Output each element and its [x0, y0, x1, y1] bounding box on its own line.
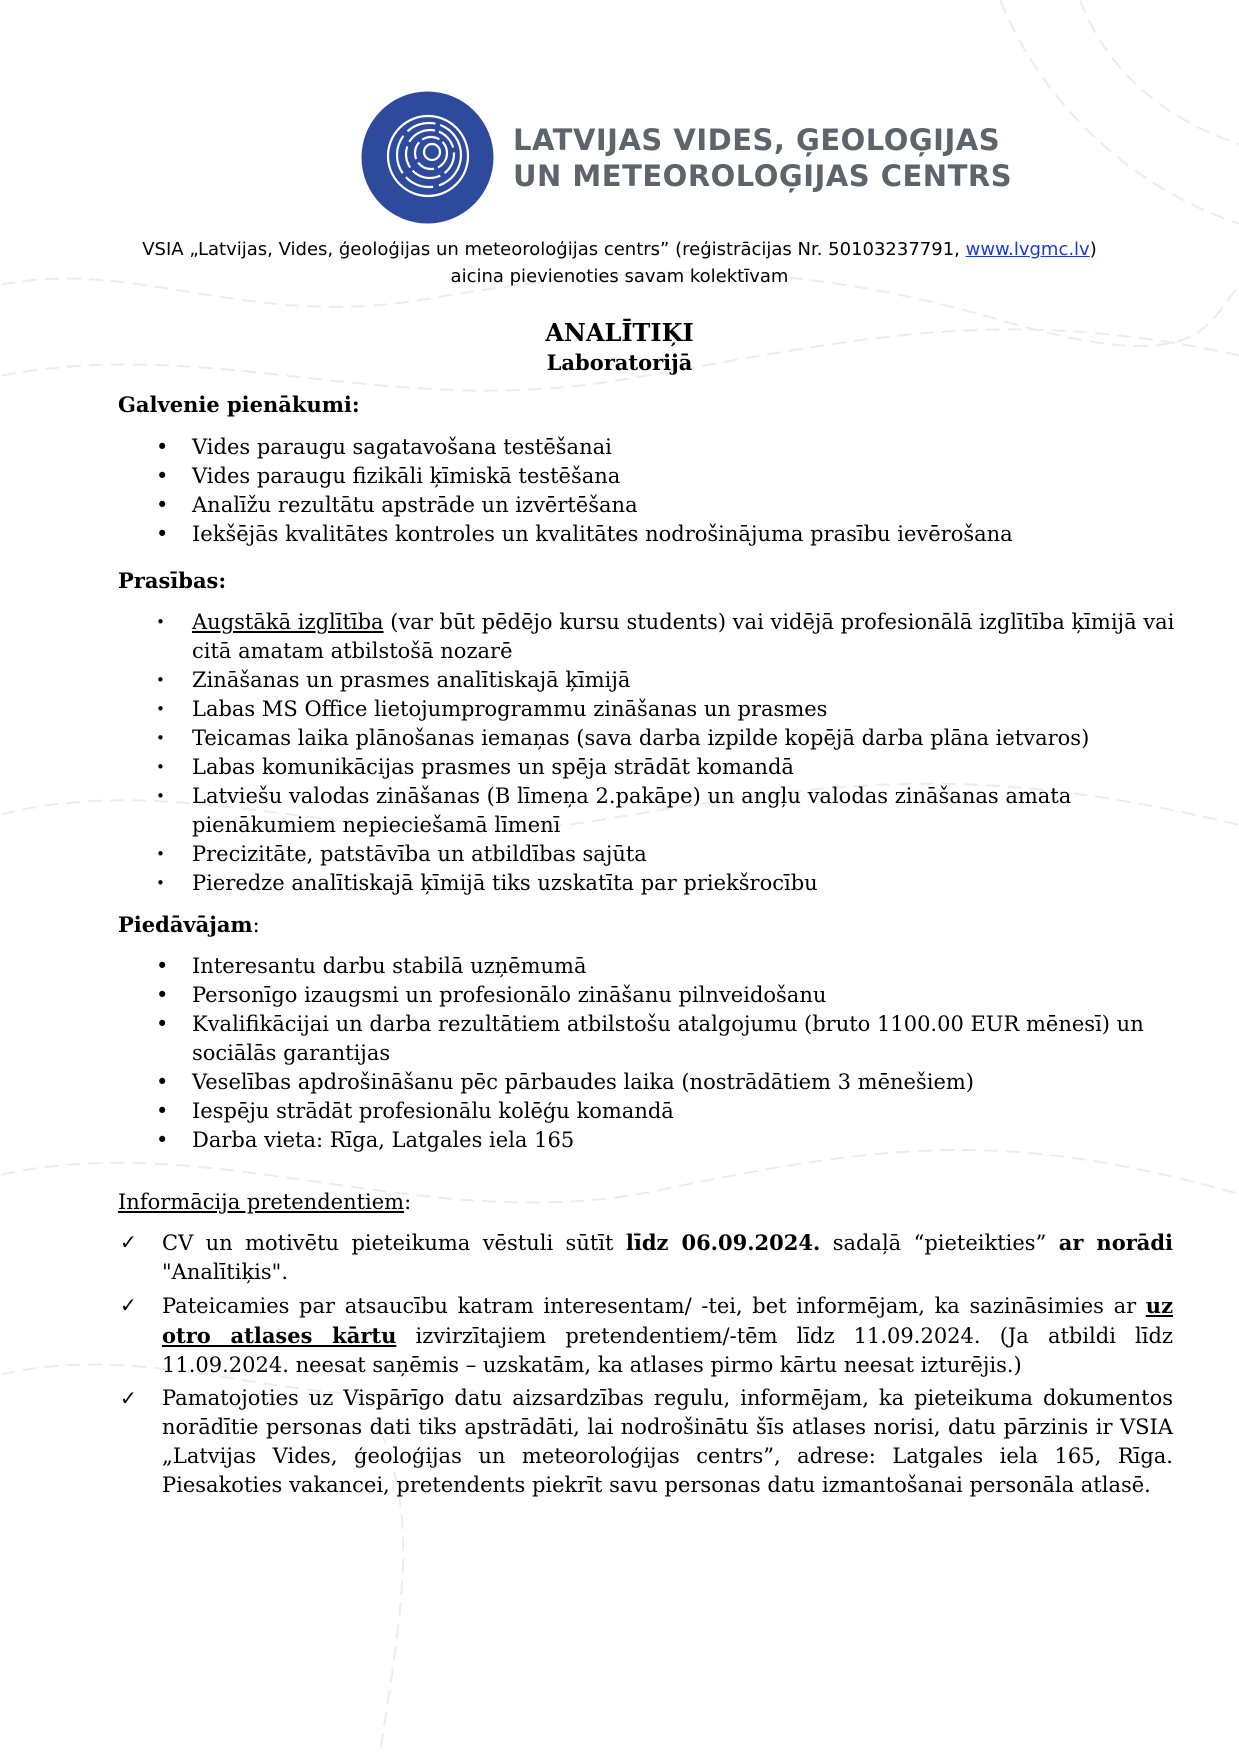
education-text: (var būt pēdējo kursu students) vai vidējā profesionālā izglītība ķīmijā vai citā amatam atbilstošā nozarē — [192, 610, 1175, 663]
offer-heading-text: Piedāvājam — [118, 912, 253, 937]
page-title: ANALĪTIĶI — [545, 318, 694, 347]
check-icon: ✓ — [120, 1293, 137, 1317]
check-icon: ✓ — [120, 1230, 137, 1254]
info-bold-underlined: uz otro atlases kārtu — [162, 1293, 1173, 1348]
lvgmc-emblem-icon — [360, 90, 495, 225]
logo-line-2: UN METEOROLOĢIJAS CENTRS — [513, 158, 1013, 193]
intro-text-end: ) — [1089, 239, 1097, 260]
requirements-heading: Prasības: — [118, 568, 227, 593]
info-text: "Analītiķis". — [162, 1260, 289, 1284]
info-heading-colon: : — [404, 1190, 412, 1214]
duties-heading: Galvenie pienākumi: — [118, 392, 360, 417]
list-item: • Teicamas laika plānošanas iemaņas (sava darba izpilde kopējā darba plāna ietvaros) — [150, 724, 1180, 753]
list-item: • Vides paraugu sagatavošana testēšanai — [150, 433, 1180, 462]
duties-list — [150, 433, 1180, 549]
page-subtitle: Laboratorijā — [546, 350, 693, 375]
list-item: • Labas komunikācijas prasmes un spēja strādāt komandā — [150, 753, 1180, 782]
deadline-date: līdz 06.09.2024. — [625, 1230, 821, 1255]
offer-list — [150, 952, 1180, 1155]
info-text: Pateicamies par atsaucību katram interesentam/ -tei, bet informējam, ka sazināsimies ar — [162, 1294, 1146, 1318]
list-item — [150, 608, 1180, 666]
info-heading — [118, 1190, 411, 1214]
list-item: • Vides paraugu fizikāli ķīmiskā testēšana — [150, 462, 1180, 491]
info-item-gdpr — [118, 1384, 1173, 1500]
intro-line-2: aicina pievienoties savam kolektīvam — [450, 266, 789, 287]
info-heading-text: Informācija pretendentiem — [118, 1190, 405, 1214]
list-item: • Iekšējās kvalitātes kontroles un kvalitātes nodrošinājuma prasību ievērošana — [150, 520, 1180, 549]
info-item-deadline — [118, 1228, 1173, 1287]
requirements-list — [150, 608, 1180, 898]
list-item: • Precizitāte, patstāvība un atbildības sajūta — [150, 840, 1180, 869]
lvgmc-logo — [360, 90, 1012, 225]
offer-heading — [118, 912, 260, 937]
info-text: sadaļā “pieteikties” — [820, 1231, 1059, 1255]
info-list — [118, 1228, 1173, 1504]
list-item: • Labas MS Office lietojumprogrammu zināšanas un prasmes — [150, 695, 1180, 724]
offer-heading-colon: : — [252, 913, 260, 937]
intro-text: VSIA „Latvijas, Vides, ģeoloģijas un meteoroloģijas centrs” (reģistrācijas Nr. 50103237791, — [142, 239, 966, 260]
list-item: • Personīgo izaugsmi un profesionālo zināšanu pilnveidošanu — [150, 981, 1180, 1010]
list-item: • Kvalifikācijai un darba rezultātiem atbilstošu atalgojumu (bruto 1100.00 EUR mēnesī) un sociālās garantijas — [150, 1010, 1180, 1068]
list-item: • Zināšanas un prasmes analītiskajā ķīmijā — [150, 666, 1180, 695]
info-item-selection — [118, 1291, 1173, 1380]
logo-line-1: LATVIJAS VIDES, ĢEOLOĢIJAS — [513, 122, 1001, 157]
check-icon: ✓ — [120, 1386, 137, 1410]
list-item: • Pieredze analītiskajā ķīmijā tiks uzskatīta par priekšrocību — [150, 869, 1180, 898]
website-link[interactable]: www.lvgmc.lv — [965, 239, 1090, 260]
list-item: • Analīžu rezultātu apstrāde un izvērtēšana — [150, 491, 1180, 520]
intro-line-1 — [0, 236, 1239, 263]
list-item: • Latviešu valodas zināšanas (B līmeņa 2.pakāpe) un angļu valodas zināšanas amata pienākumiem nepieciešamā līmenī — [150, 782, 1180, 840]
list-item: • Interesantu darbu stabilā uzņēmumā — [150, 952, 1180, 981]
list-item: • Veselības apdrošināšanu pēc pārbaudes laika (nostrādātiem 3 mēnešiem) — [150, 1068, 1180, 1097]
info-text: izvirzītajiem pretendentiem/-tēm līdz 11.09.2024. (Ja atbildi līdz 11.09.2024. neesat saņēmis – uzskatām, ka atlases pirmo kārtu neesat izturējis.) — [162, 1324, 1173, 1377]
list-item: • Darba vieta: Rīga, Latgales iela 165 — [150, 1126, 1180, 1155]
list-item: • Iespēju strādāt profesionālu kolēģu komandā — [150, 1097, 1180, 1126]
info-bold: ar norādi — [1058, 1230, 1174, 1255]
info-text: CV un motivētu pieteikuma vēstuli sūtīt — [162, 1231, 626, 1255]
education-underlined: Augstākā izglītība — [192, 610, 384, 634]
info-text: Pamatojoties uz Vispārīgo datu aizsardzības regulu, informējam, ka pieteikuma dokumentos norādītie personas dati tiks apstrādāti, lai nodrošinātu šīs atlases norisi, datu pārzinis ir VSIA „Latvijas Vides, ģeoloģijas un meteoroloģijas centrs”, adrese: Latgales iela 165, Rīga. Piesakoties vakancei, pretendents piekrīt savu personas datu izmantošanai personāla atlasē. — [162, 1386, 1173, 1497]
